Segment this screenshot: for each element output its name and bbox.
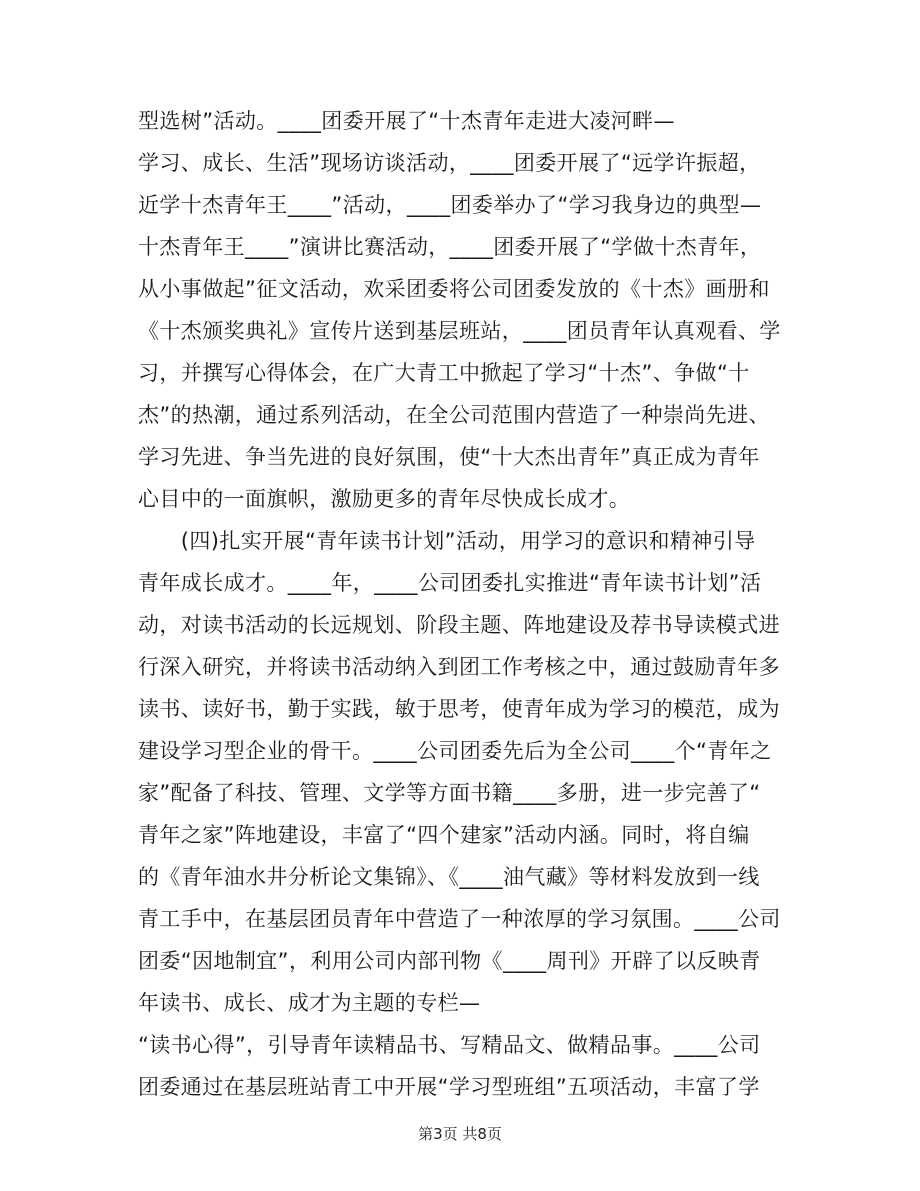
text-line: 建设学习型企业的骨干。____公司团委先后为全公司____个“青年之 xyxy=(138,739,772,763)
text-line: 青年成长成才。____年，____公司团委扎实推进“青年读书计划”活 xyxy=(138,571,762,595)
text-line: 杰”的热潮，通过系列活动，在全公司范围内营造了一种崇尚先进、 xyxy=(138,403,770,427)
text-line: “读书心得”，引导青年读精品书、写精品文、做精品事。____公司 xyxy=(138,1033,761,1057)
text-line: 习，并撰写心得体会，在广大青工中掀起了学习“十杰”、争做“十 xyxy=(138,361,750,385)
text-line: 行深入研究，并将读书活动纳入到团工作考核之中，通过鼓励青年多 xyxy=(138,655,780,679)
section-heading-line: (四)扎实开展“青年读书计划”活动，用学习的意识和精神引导 xyxy=(138,529,756,553)
text-line: 团委“因地制宜”，利用公司内部刊物《____周刊》开辟了以反映青 xyxy=(138,949,761,973)
text-line: 十杰青年王____”演讲比赛活动，____团委开展了“学做十杰青年， xyxy=(138,235,762,259)
text-line: 读书、读好书，勤于实践，敏于思考，使青年成为学习的模范，成为 xyxy=(138,697,780,721)
text-line: 学习、成长、生活”现场访谈活动，____团委开展了“远学许振超， xyxy=(138,151,761,175)
text-line: 青工手中，在基层团员青年中营造了一种浓厚的学习氛围。____公司 xyxy=(138,907,781,931)
text-line: 团委通过在基层班站青工中开展“学习型班组”五项活动，丰富了学 xyxy=(138,1075,760,1099)
text-line: 学习先进、争当先进的良好氛围，使“十大杰出青年”真正成为青年 xyxy=(138,445,760,469)
text-line: 心目中的一面旗帜，激励更多的青年尽快成长成才。 xyxy=(138,487,631,511)
page-number-footer: 第3页 共8页 xyxy=(418,1125,502,1143)
text-line: 动，对读书活动的长远规划、阶段主题、阵地建设及荐书导读模式进 xyxy=(138,613,780,637)
text-line: 《十杰颁奖典礼》宣传片送到基层班站，____团员青年认真观看、学 xyxy=(138,319,781,343)
text-line: 家”配备了科技、管理、文学等方面书籍____多册，进一步完善了“ xyxy=(138,781,761,805)
text-line: 青年之家”阵地建设，丰富了“四个建家”活动内涵。同时，将自编 xyxy=(138,823,750,847)
text-line: 年读书、成长、成才为主题的专栏— xyxy=(138,991,481,1015)
text-line: 近学十杰青年王____”活动，____团委举办了“学习我身边的典型— xyxy=(138,193,762,217)
text-line: 型选树”活动。____团委开展了“十杰青年走进大凌河畔— xyxy=(138,109,675,133)
document-body xyxy=(138,100,788,1108)
text-line: 的《青年油水井分析论文集锦》、《____油气藏》等材料发放到一线 xyxy=(138,865,760,889)
text-line: 从小事做起”征文活动，欢采团委将公司团委发放的《十杰》画册和 xyxy=(138,277,770,301)
